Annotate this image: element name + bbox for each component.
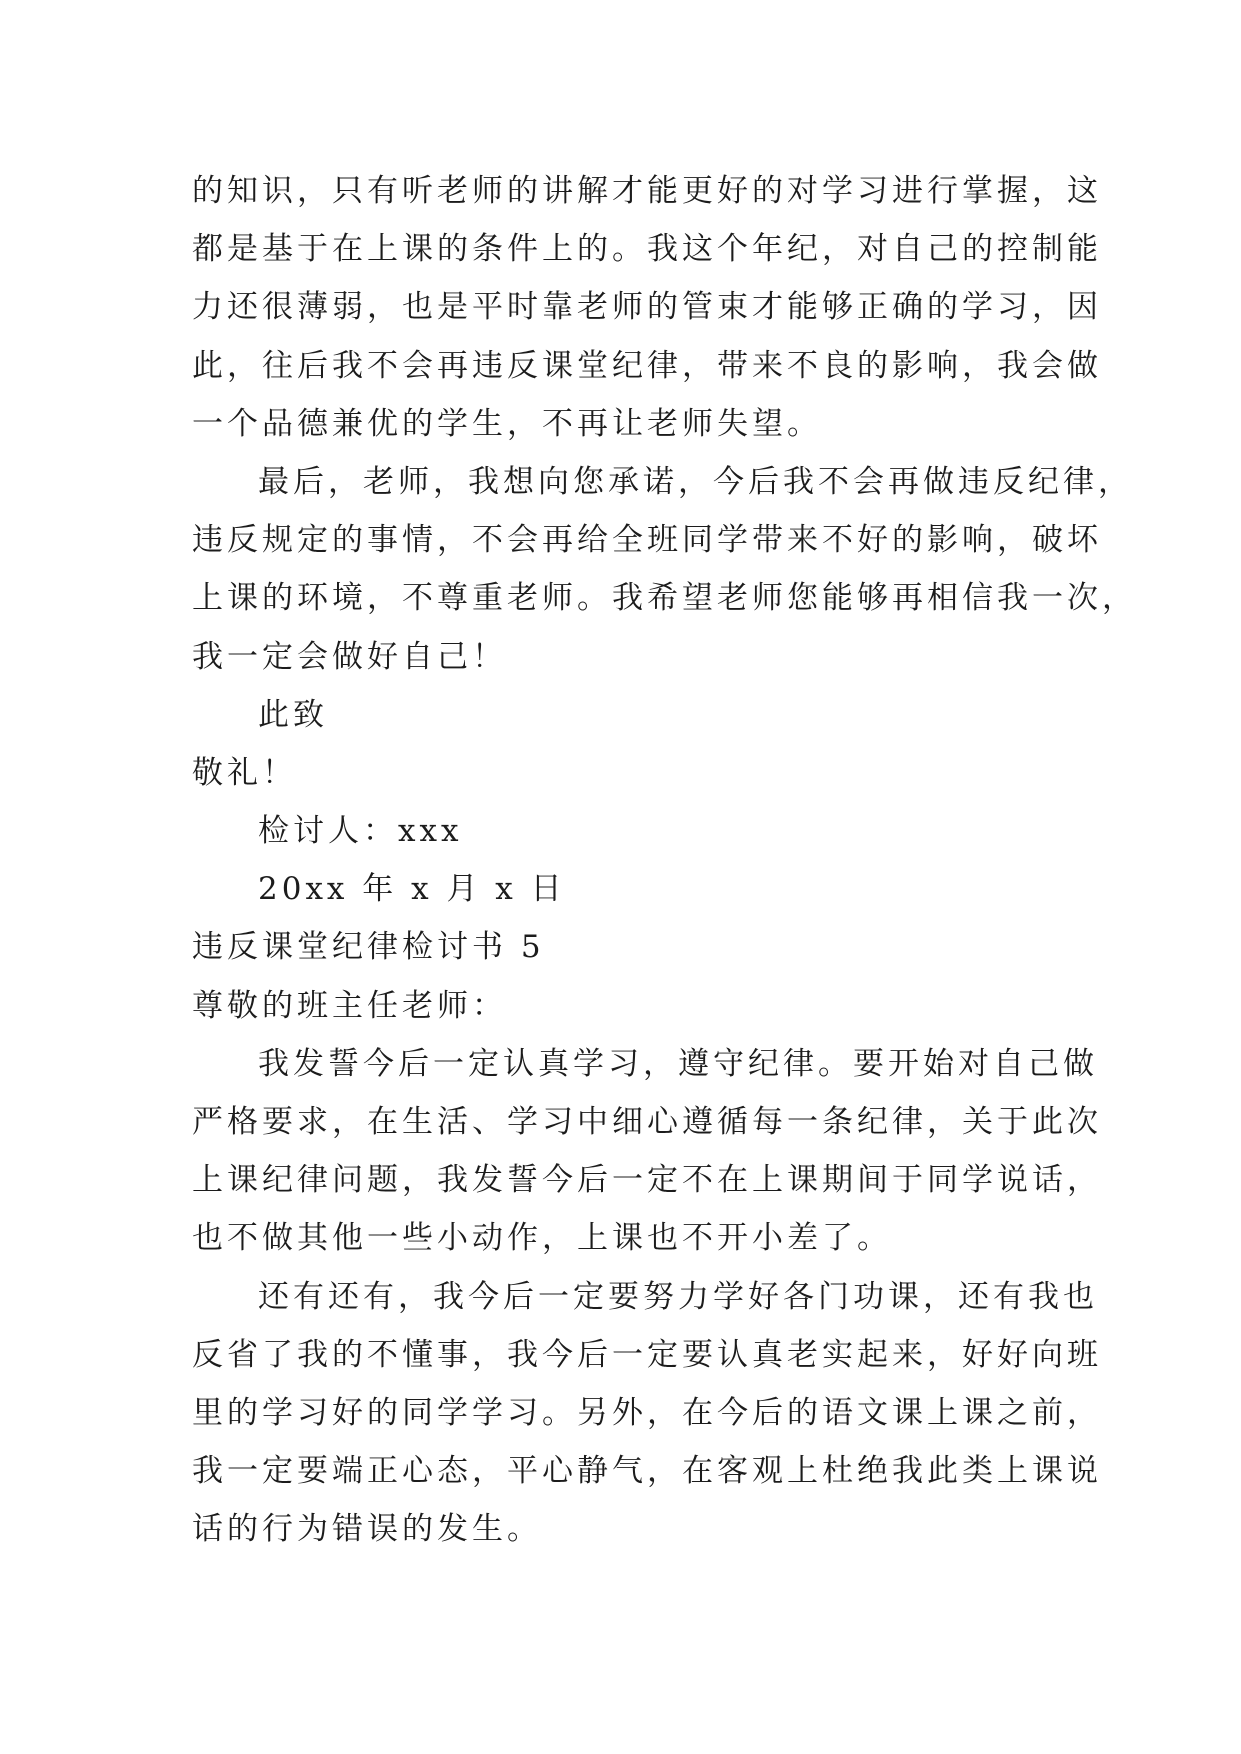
- text-line: 我一定会做好自己！: [192, 638, 507, 675]
- date-line: 20xx 年 x 月 x 日: [258, 871, 566, 908]
- text-line: 力还很薄弱，也是平时靠老师的管束才能够正确的学习，因: [192, 289, 1102, 326]
- paragraph-start-line: 我发誓今后一定认真学习，遵守纪律。要开始对自己做: [258, 1045, 1098, 1082]
- text-line: 此，往后我不会再违反课堂纪律，带来不良的影响，我会做: [192, 347, 1102, 384]
- greeting-line: 尊敬的班主任老师：: [192, 987, 507, 1024]
- text-line: 我一定要端正心态，平心静气，在客观上杜绝我此类上课说: [192, 1453, 1102, 1490]
- document-body: [192, 162, 1137, 1559]
- text-line: 话的行为错误的发生。: [192, 1511, 542, 1548]
- text-line: 也不做其他一些小动作，上课也不开小差了。: [192, 1220, 892, 1257]
- text-line: 违反规定的事情，不会再给全班同学带来不好的影响，破坏: [192, 522, 1102, 559]
- text-line: 严格要求，在生活、学习中细心遵循每一条纪律，关于此次: [192, 1104, 1102, 1140]
- text-line: 反省了我的不懂事，我今后一定要认真老实起来，好好向班: [192, 1336, 1102, 1373]
- author-line: 检讨人：xxx: [258, 813, 463, 850]
- text-line: 一个品德兼优的学生，不再让老师失望。: [192, 405, 822, 442]
- text-line: 上课纪律问题，我发誓今后一定不在上课期间于同学说话，: [192, 1162, 1102, 1199]
- text-line: 上课的环境，不尊重老师。我希望老师您能够再相信我一次，: [192, 580, 1137, 617]
- text-line: 里的学习好的同学学习。另外，在今后的语文课上课之前，: [192, 1394, 1102, 1431]
- section-title: 违反课堂纪律检讨书 5: [192, 929, 545, 966]
- text-line: 的知识，只有听老师的讲解才能更好的对学习进行掌握，这: [192, 173, 1102, 209]
- closing-salutation: 此致: [258, 696, 328, 733]
- paragraph-start-line: 最后，老师，我想向您承诺，今后我不会再做违反纪律，: [258, 463, 1133, 500]
- closing-respect: 敬礼！: [192, 754, 297, 791]
- text-line: 都是基于在上课的条件上的。我这个年纪，对自己的控制能: [192, 231, 1102, 268]
- paragraph-start-line: 还有还有，我今后一定要努力学好各门功课，还有我也: [258, 1278, 1098, 1315]
